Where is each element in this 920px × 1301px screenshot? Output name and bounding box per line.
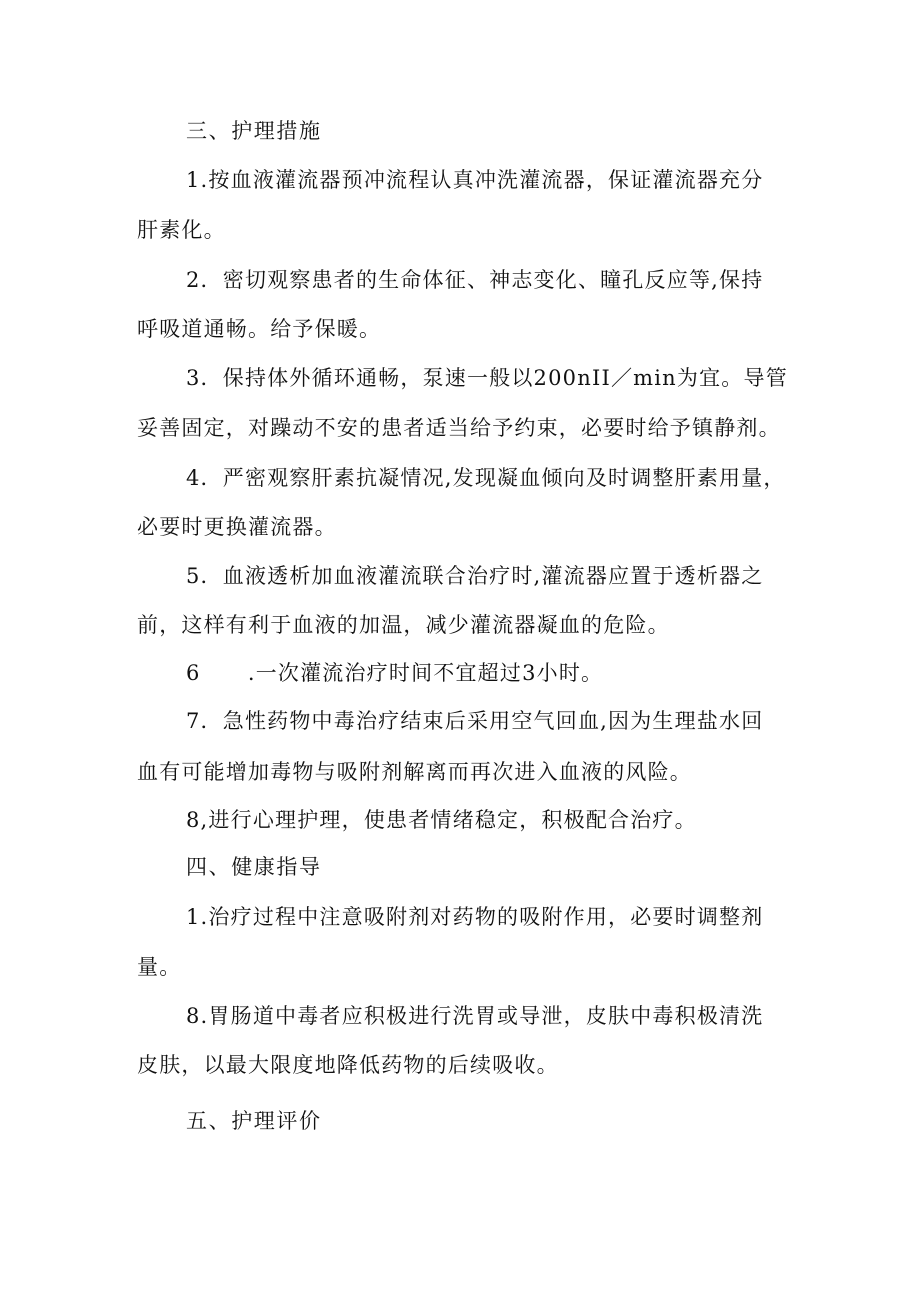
measure-1-line-2: 肝素化。 [137,218,226,242]
measure-1-line-1: 1.按血液灌流器预冲流程认真冲洗灌流器，保证灌流器充分 [186,168,764,192]
section-heading-nursing-evaluation: 五、护理评价 [186,1109,322,1133]
measure-6-line-1: 6 .一次灌流治疗时间不宜超过3小时。 [186,661,604,685]
guidance-1-line-1: 1.治疗过程中注意吸附剂对药物的吸附作用，必要时调整剂 [186,905,764,929]
measure-4-line-2: 必要时更换灌流器。 [137,515,337,539]
section-heading-nursing-measures: 三、护理措施 [186,119,322,143]
measure-8-line-1: 8,进行心理护理，使患者情绪稳定，积极配合治疗。 [186,808,697,832]
section-heading-health-guidance: 四、健康指导 [186,855,322,879]
guidance-1-line-2: 量。 [137,955,182,979]
measure-3-line-2: 妥善固定，对躁动不安的患者适当给予约束，必要时给予镇静剂。 [137,416,781,440]
guidance-2-line-2: 皮肤，以最大限度地降低药物的后续吸收。 [137,1053,559,1077]
measure-5-line-1: 5．血液透析加血液灌流联合治疗时,灌流器应置于透析器之 [186,564,764,588]
measure-5-line-2: 前，这样有利于血液的加温，减少灌流器凝血的危险。 [137,613,670,637]
measure-3-line-1: 3．保持体外循环通畅，泵速一般以200nII／min为宜。导管 [186,366,788,390]
measure-7-line-1: 7．急性药物中毒治疗结束后采用空气回血,因为生理盐水回 [186,709,764,733]
guidance-2-line-1: 8.胃肠道中毒者应积极进行洗胃或导泄，皮肤中毒积极清洗 [186,1004,764,1028]
measure-7-line-2: 血有可能增加毒物与吸附剂解离而再次进入血液的风险。 [137,760,692,784]
measure-4-line-1: 4．严密观察肝素抗凝情况,发现凝血倾向及时调整肝素用量， [186,466,786,490]
measure-2-line-2: 呼吸道通畅。给予保暖。 [137,317,382,341]
measure-2-line-1: 2．密切观察患者的生命体征、神志变化、瞳孔反应等,保持 [186,268,764,292]
